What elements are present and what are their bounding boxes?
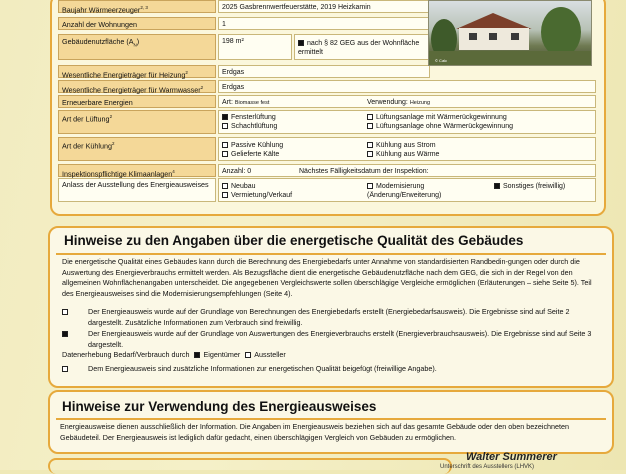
option-lueftung-ohne-wrg: Lüftungsanlage ohne Wärmerückgewinnung — [367, 122, 513, 132]
row-warmwasser — [58, 80, 596, 95]
value-kuehlung — [218, 137, 596, 161]
checkbox-aussteller — [245, 352, 251, 358]
signature-caption: Unterschrift des Ausstellers (LHVK) — [440, 464, 535, 470]
row-baujahr — [58, 0, 430, 15]
label-warmwasser: Wesentliche Energieträger für Warmwasser$^2$ — [58, 80, 216, 93]
signature-name: Walter Summerer — [466, 451, 557, 463]
option-fensterlueftung: Fensterlüftung — [222, 113, 276, 123]
divider — [56, 253, 606, 255]
option-kuehlung-strom: Kühlung aus Strom — [367, 141, 436, 150]
option-gelieferte-kaelte: Gelieferte Kälte — [222, 150, 279, 159]
checkbox-zusatzinfo — [62, 366, 68, 372]
divider — [56, 418, 606, 420]
value-heizung: Erdgas — [218, 65, 430, 78]
option-zusatzinfo: Dem Energieausweis sind zusätzliche Informationen zur energetischen Qualität beigefügt (freiwillige Angabe). — [62, 364, 602, 375]
option-verbrauchsausweis: Der Energieausweis wurde auf der Grundlage von Auswertungen des Energieverbrauchs erstellt (Energieverbrauchsausweis). Die Ergebnisse sind auf Seite 3 dargestellt. — [62, 329, 602, 350]
nutzflaeche-note: nach § 82 GEG aus der Wohnfläche ermittelt — [294, 34, 430, 60]
photo-credit: © Calc — [435, 58, 448, 63]
option-vermietung: Vermietung/Verkauf — [222, 191, 292, 200]
building-data-section — [50, 0, 606, 216]
row-nutzflaeche — [58, 34, 430, 64]
value-warmwasser: Erdgas — [218, 80, 596, 93]
row-lueftung — [58, 110, 596, 136]
hinweise-angaben-intro: Die energetische Qualität eines Gebäudes kann durch die Berechnung des Energiebedarfs unter Annahme von standardisierten Randbedin-gungen oder durch die Auswertung des Energieverbrauchs ermittelt werden. Als Bezugsfläche dient die energetische Gebäudenutzfläche nach dem GEG, die sich in der Regel von den allgemeinen Wohnflächenangaben unterscheidet. Die angegebenen Vergleichswerte sollen überschlägige Vergleiche ermöglichen (Erläuterungen – siehe Seite 5). Teil des Energieausweises sind die Modernisierungsempfehlungen (Seite 4). — [62, 257, 592, 298]
label-erneuerbar: Erneuerbare Energien — [58, 95, 216, 108]
building-photo — [428, 0, 592, 66]
option-neubau: Neubau — [222, 182, 256, 191]
row-kuehlung — [58, 137, 596, 163]
label-klima: Inspektionspflichtige Klimaanlagen$^4$ — [58, 164, 216, 177]
checkbox-verbrauch — [62, 331, 68, 337]
hinweise-angaben-title: Hinweise zu den Angaben über die energetische Qualität des Gebäudes — [64, 233, 524, 248]
option-schachtlueftung: Schachtlüftung — [222, 122, 277, 132]
next-section-edge — [48, 458, 452, 474]
label-baujahr: Baujahr Wärmeerzeuger$^{2, 3}$ — [58, 0, 216, 13]
row-wohnungen — [58, 17, 430, 32]
value-nutzflaeche: 198 m² — [218, 34, 292, 60]
row-erneuerbar — [58, 95, 596, 110]
hinweise-verwendung-section — [48, 390, 614, 454]
label-wohnungen: Anzahl der Wohnungen — [58, 17, 216, 30]
label-heizung: Wesentliche Energieträger für Heizung$^2$ — [58, 65, 216, 78]
row-klima — [58, 164, 596, 179]
checkbox-bedarf — [62, 309, 68, 315]
checkbox-nutzflaeche — [298, 40, 304, 46]
value-lueftung — [218, 110, 596, 134]
label-nutzflaeche: Gebäudenutzfläche $(A_N)$ — [58, 34, 216, 60]
option-kuehlung-waerme: Kühlung aus Wärme — [367, 150, 439, 159]
value-baujahr: 2025 Gasbrennwertfeuerstätte, 2019 Heizkamin — [218, 0, 430, 13]
row-heizung — [58, 65, 430, 80]
value-klima: Anzahl: 0 Nächstes Fälligkeitsdatum der Inspektion: — [218, 164, 596, 177]
value-erneuerbar: Art: Biomasse fest Verwendung: Heizung — [218, 95, 596, 108]
label-kuehlung: Art der Kühlung$^2$ — [58, 137, 216, 161]
value-wohnungen: 1 — [218, 17, 430, 30]
option-lueftung-mit-wrg: Lüftungsanlage mit Wärmerückgewinnung — [367, 113, 507, 123]
value-anlass — [218, 178, 596, 202]
hinweise-angaben-section — [48, 226, 614, 388]
option-sonstiges: Sonstiges (freiwillig) — [494, 182, 565, 191]
hinweise-verwendung-text: Energieausweise dienen ausschließlich der Information. Die Angaben im Energieausweis beziehen sich auf das gesamte Gebäude oder den oben bezeichneten Gebäudeteil. Der Energieausweis ist lediglich dafür gedacht, einen überschlägigen Vergleich von Gebäuden zu ermöglichen. — [60, 422, 570, 442]
hinweise-verwendung-title: Hinweise zur Verwendung des Energieausweises — [62, 399, 377, 414]
datenerhebung: Datenerhebung Bedarf/Verbrauch durch Eigentümer Aussteller — [62, 350, 286, 359]
label-lueftung: Art der Lüftung$^2$ — [58, 110, 216, 134]
option-passive-kuehlung: Passive Kühlung — [222, 141, 283, 150]
label-anlass: Anlass der Ausstellung des Energieausweises — [58, 178, 216, 202]
row-anlass — [58, 178, 596, 204]
option-modernisierung: Modernisierung (Änderung/Erweiterung) — [367, 183, 442, 199]
checkbox-eigentuemer — [194, 352, 200, 358]
option-bedarfsausweis: Der Energieausweis wurde auf der Grundlage von Berechnungen des Energiebedarfs erstellt (Energiebedarfsausweis). Die Ergebnisse sind auf Seite 2 dargestellt. Zusätzliche Informationen zum Verbrauch sind freiwillig. — [62, 307, 602, 328]
